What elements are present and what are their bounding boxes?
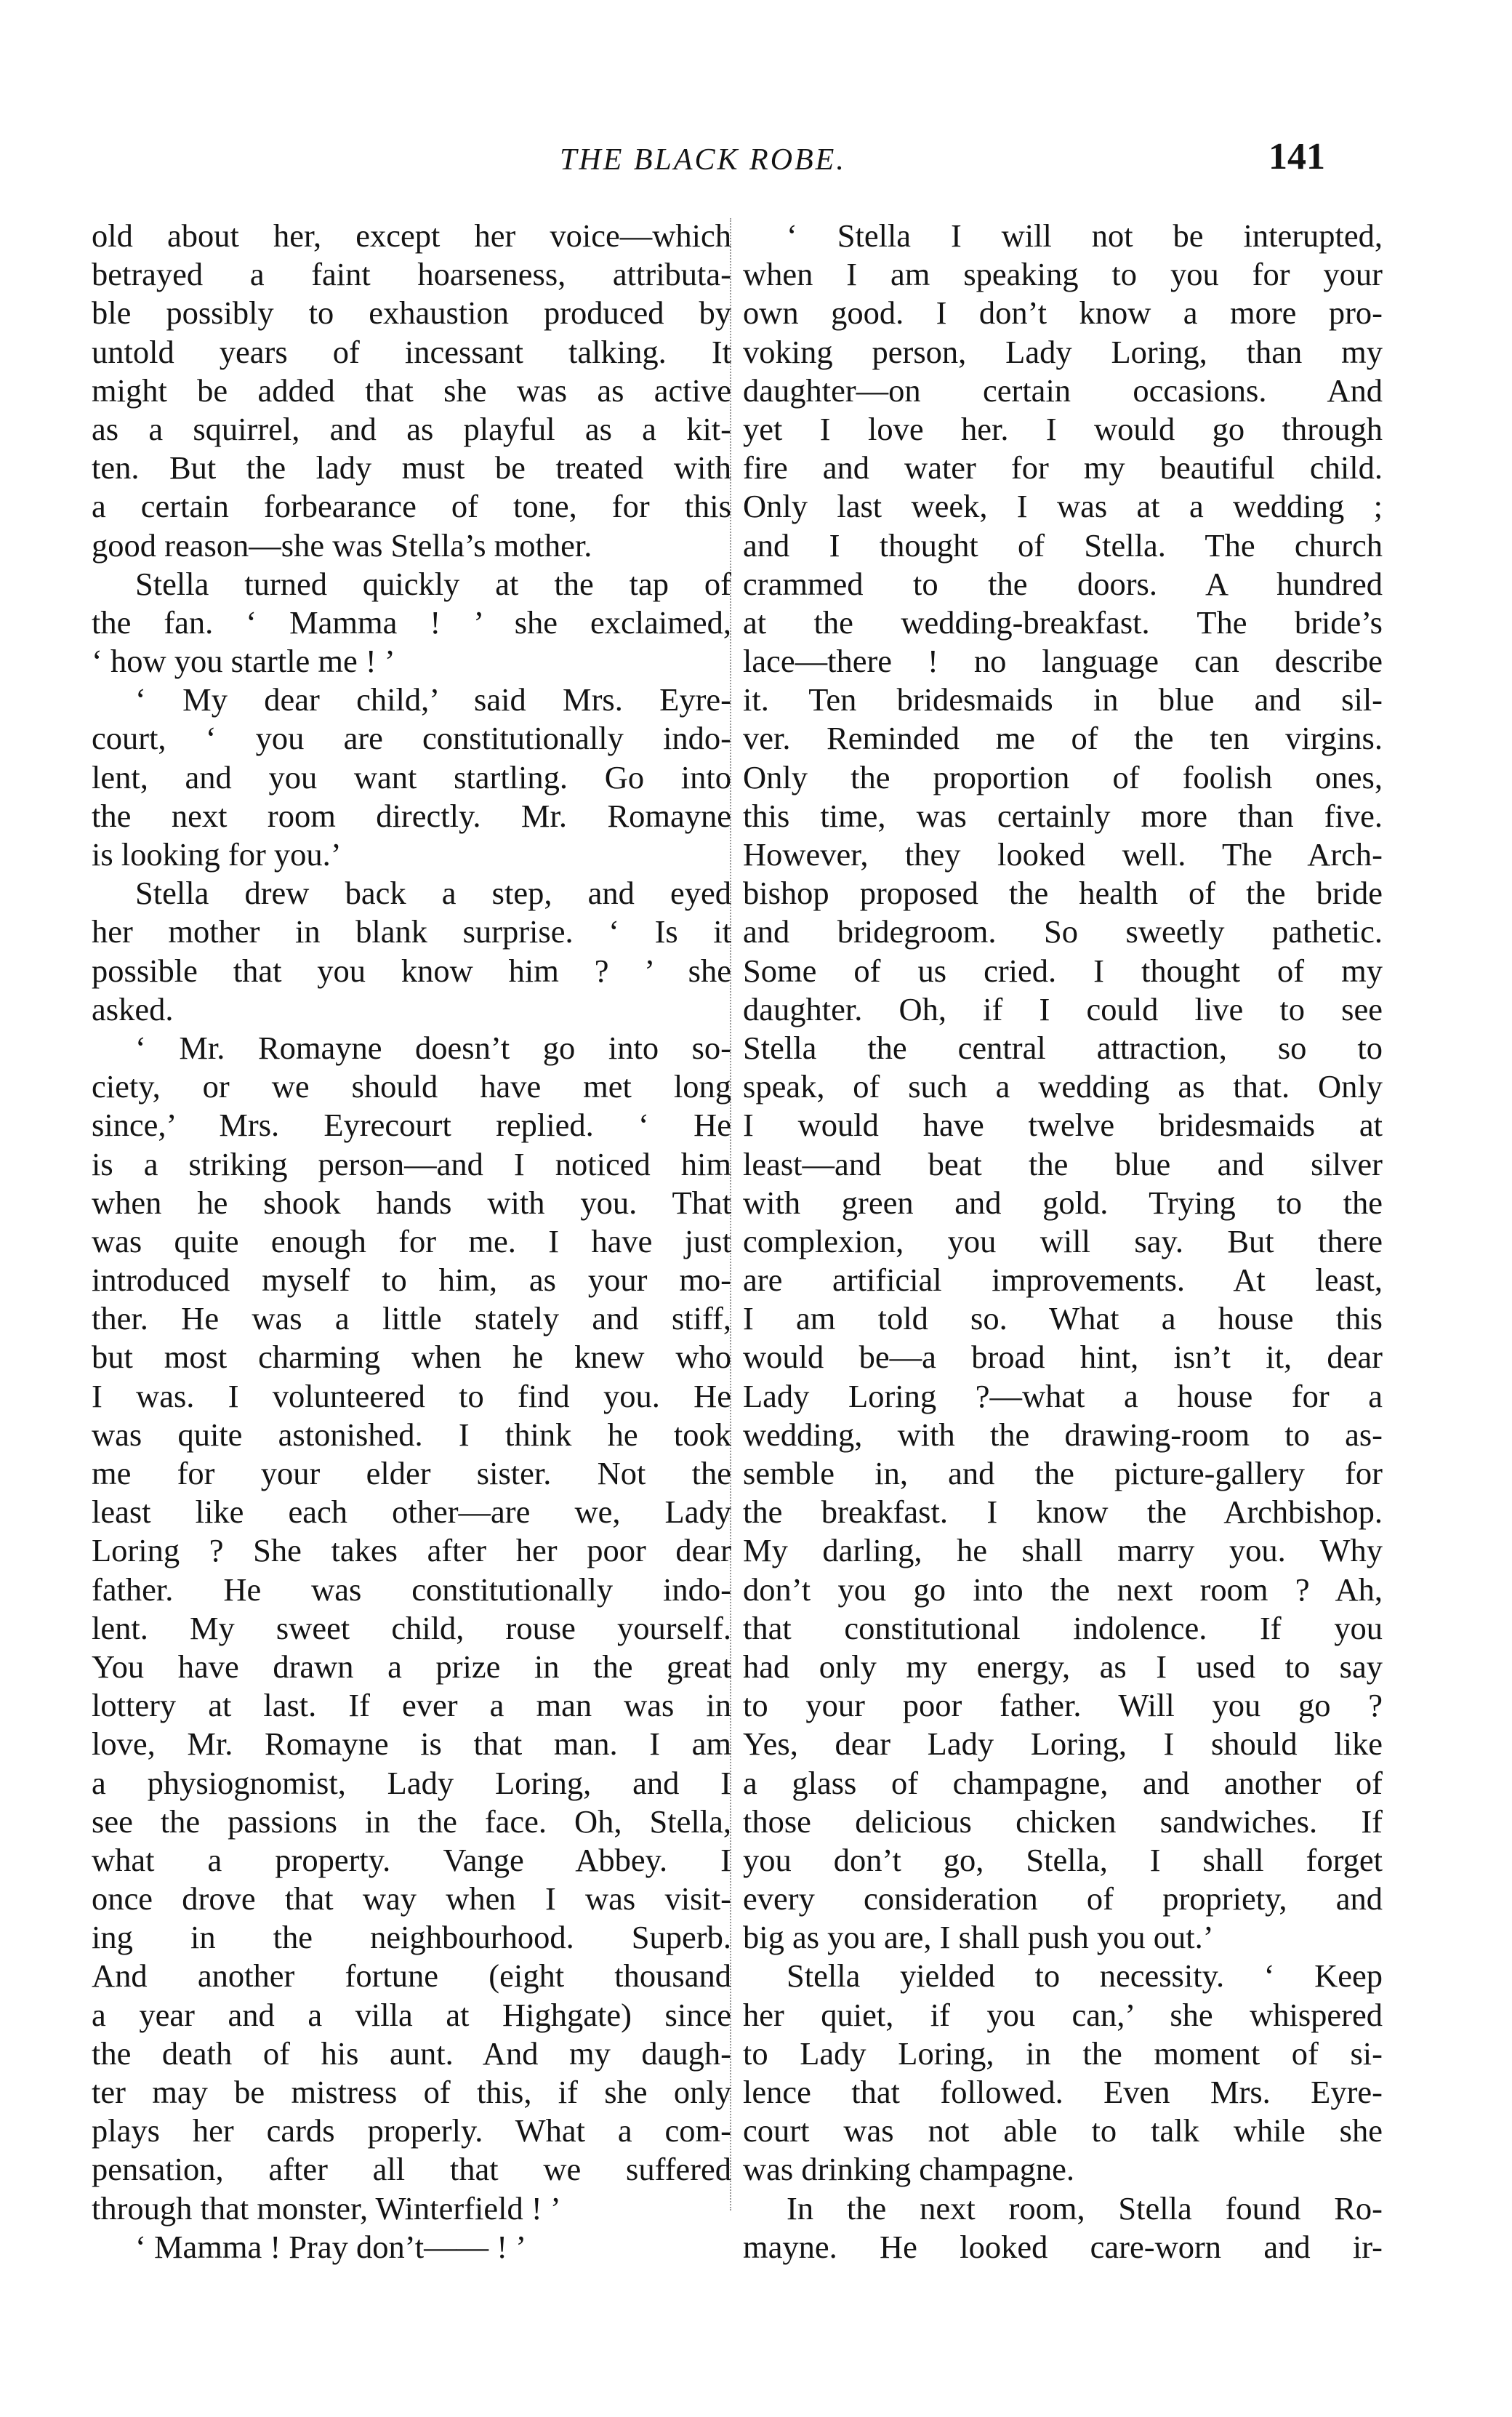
text-line: lent. My sweet child, rouse yourself. xyxy=(92,1609,731,1646)
text-line: her mother in blank surprise. ‘ Is it xyxy=(92,913,731,950)
text-line: me for your elder sister. Not the xyxy=(92,1455,731,1491)
text-line: mayne. He looked care-worn and ir- xyxy=(743,2228,1383,2265)
text-line: through that monster, Winterfield ! ’ xyxy=(92,2189,561,2226)
text-line: fire and water for my beautiful child. xyxy=(743,449,1383,486)
text-line: ther. He was a little stately and stiff, xyxy=(92,1300,731,1337)
text-line: as a squirrel, and as playful as a kit- xyxy=(92,410,731,447)
text-line: a glass of champagne, and another of xyxy=(743,1764,1383,1801)
text-line: a physiognomist, Lady Loring, and I xyxy=(92,1764,731,1801)
text-line: a certain forbearance of tone, for this xyxy=(92,488,731,525)
text-line: and bridegroom. So sweetly pathetic. xyxy=(743,913,1383,950)
text-line: ‘ Stella I will not be interupted, xyxy=(787,217,1383,254)
text-line: ter may be mistress of this, if she only xyxy=(92,2074,731,2110)
text-line: don’t you go into the next room ? Ah, xyxy=(743,1571,1383,1608)
text-line: Yes, dear Lady Loring, I should like xyxy=(743,1725,1383,1763)
text-line: Loring ? She takes after her poor dear xyxy=(92,1532,731,1569)
text-line: ver. Reminded me of the ten virgins. xyxy=(743,720,1383,757)
text-line: court was not able to talk while she xyxy=(743,2112,1383,2149)
text-line: introduced myself to him, as your mo- xyxy=(92,1262,731,1299)
text-line: Stella the central attraction, so to xyxy=(743,1029,1383,1066)
text-line: those delicious chicken sandwiches. If xyxy=(743,1803,1383,1840)
text-line: the death of his aunt. And my daugh- xyxy=(92,2035,731,2072)
text-line: it. Ten bridesmaids in blue and sil- xyxy=(743,681,1383,718)
text-line: Some of us cried. I thought of my xyxy=(743,952,1383,989)
text-line: good reason—she was Stella’s mother. xyxy=(92,526,592,564)
text-line: plays her cards properly. What a com- xyxy=(92,2112,731,2149)
text-line: own good. I don’t know a more pro- xyxy=(743,294,1383,332)
text-line: In the next room, Stella found Ro- xyxy=(787,2189,1383,2226)
text-line: daughter. Oh, if I could live to see xyxy=(743,990,1383,1027)
text-line: might be added that she was as active xyxy=(92,372,731,409)
text-line: you don’t go, Stella, I shall forget xyxy=(743,1841,1383,1878)
text-line: ciety, or we should have met long xyxy=(92,1068,731,1105)
text-line: semble in, and the picture-gallery for xyxy=(743,1455,1383,1491)
text-line: had only my energy, as I used to say xyxy=(743,1648,1383,1685)
text-line: yet I love her. I would go through xyxy=(743,410,1383,447)
text-line: Stella turned quickly at the tap of xyxy=(135,565,731,602)
text-line: this time, was certainly more than five. xyxy=(743,797,1383,834)
text-line: voking person, Lady Loring, than my xyxy=(743,333,1383,370)
text-line: at the wedding-breakfast. The bride’s xyxy=(743,604,1383,641)
text-line: crammed to the doors. A hundred xyxy=(743,565,1383,602)
text-line: untold years of incessant talking. It xyxy=(92,333,731,370)
text-line: Only the proportion of foolish ones, xyxy=(743,758,1383,795)
text-line: I would have twelve bridesmaids at xyxy=(743,1107,1383,1144)
text-line: I was. I volunteered to find you. He xyxy=(92,1377,731,1414)
page-number: 141 xyxy=(1268,136,1325,177)
text-line: was quite enough for me. I have just xyxy=(92,1222,731,1259)
text-line: possible that you know him ? ’ she xyxy=(92,952,731,989)
text-line: would be—a broad hint, isn’t it, dear xyxy=(743,1339,1383,1376)
text-line: asked. xyxy=(92,990,174,1027)
text-line: was quite astonished. I think he took xyxy=(92,1416,731,1453)
text-line: what a property. Vange Abbey. I xyxy=(92,1841,731,1878)
text-line: old about her, except her voice—which xyxy=(92,217,731,254)
text-line: pensation, after all that we suffered xyxy=(92,2151,731,2188)
text-line: I am told so. What a house this xyxy=(743,1300,1383,1337)
text-line: lottery at last. If ever a man was in xyxy=(92,1687,731,1724)
text-line: the next room directly. Mr. Romayne xyxy=(92,797,731,834)
text-line: And another fortune (eight thousand xyxy=(92,1957,731,1995)
text-line: ing in the neighbourhood. Superb. xyxy=(92,1919,731,1956)
text-line: daughter—on certain occasions. And xyxy=(743,372,1383,409)
text-line: However, they looked well. The Arch- xyxy=(743,836,1383,873)
text-line: love, Mr. Romayne is that man. I am xyxy=(92,1725,731,1763)
text-line: is looking for you.’ xyxy=(92,836,342,873)
text-line: You have drawn a prize in the great xyxy=(92,1648,731,1685)
text-line: the fan. ‘ Mamma ! ’ she exclaimed, xyxy=(92,604,731,641)
text-line: that constitutional indolence. If you xyxy=(743,1609,1383,1646)
text-line: court, ‘ you are constitutionally indo- xyxy=(92,720,731,757)
text-line: My darling, he shall marry you. Why xyxy=(743,1532,1383,1569)
text-line: least—and beat the blue and silver xyxy=(743,1145,1383,1182)
right-column xyxy=(743,217,1383,2266)
text-line: ten. But the lady must be treated with xyxy=(92,449,731,486)
text-line: once drove that way when I was visit- xyxy=(92,1880,731,1917)
text-line: ‘ how you startle me ! ’ xyxy=(92,643,395,680)
text-line: betrayed a faint hoarseness, attributa- xyxy=(92,256,731,293)
text-line: lence that followed. Even Mrs. Eyre- xyxy=(743,2074,1383,2110)
running-title: THE BLACK ROBE. xyxy=(560,143,846,177)
text-line: to Lady Loring, in the moment of si- xyxy=(743,2035,1383,2072)
text-line: Stella drew back a step, and eyed xyxy=(135,875,731,912)
text-line: but most charming when he knew who xyxy=(92,1339,731,1376)
text-line: bishop proposed the health of the bride xyxy=(743,875,1383,912)
text-line: are artificial improvements. At least, xyxy=(743,1262,1383,1299)
page-header xyxy=(0,135,1512,193)
text-line: Lady Loring ?—what a house for a xyxy=(743,1377,1383,1414)
text-line: with green and gold. Trying to the xyxy=(743,1184,1383,1221)
text-line: big as you are, I shall push you out.’ xyxy=(743,1919,1214,1956)
text-line: when he shook hands with you. That xyxy=(92,1184,731,1221)
text-line: wedding, with the drawing-room to as- xyxy=(743,1416,1383,1453)
text-line: was drinking champagne. xyxy=(743,2151,1074,2188)
text-line: least like each other—are we, Lady xyxy=(92,1494,731,1531)
text-line: father. He was constitutionally indo- xyxy=(92,1571,731,1608)
text-line: Only last week, I was at a wedding ; xyxy=(743,488,1383,525)
text-line: the breakfast. I know the Archbishop. xyxy=(743,1494,1383,1531)
text-line: complexion, you will say. But there xyxy=(743,1222,1383,1259)
text-line: lace—there ! no language can describe xyxy=(743,643,1383,680)
text-line: to your poor father. Will you go ? xyxy=(743,1687,1383,1724)
text-line: ble possibly to exhaustion produced by xyxy=(92,294,731,332)
text-line: Stella yielded to necessity. ‘ Keep xyxy=(787,1957,1383,1995)
text-line: her quiet, if you can,’ she whispered xyxy=(743,1996,1383,2033)
text-line: and I thought of Stella. The church xyxy=(743,526,1383,564)
text-line: ‘ Mamma ! Pray don’t—— ! ’ xyxy=(135,2228,527,2265)
text-line: since,’ Mrs. Eyrecourt replied. ‘ He xyxy=(92,1107,731,1144)
text-line: speak, of such a wedding as that. Only xyxy=(743,1068,1383,1105)
text-line: ‘ My dear child,’ said Mrs. Eyre- xyxy=(135,681,731,718)
text-line: see the passions in the face. Oh, Stella, xyxy=(92,1803,731,1840)
left-column xyxy=(92,217,731,2266)
text-line: every consideration of propriety, and xyxy=(743,1880,1383,1917)
text-line: a year and a villa at Highgate) since xyxy=(92,1996,731,2033)
text-line: when I am speaking to you for your xyxy=(743,256,1383,293)
text-line: ‘ Mr. Romayne doesn’t go into so- xyxy=(135,1029,731,1066)
text-line: lent, and you want startling. Go into xyxy=(92,758,731,795)
text-line: is a striking person—and I noticed him xyxy=(92,1145,731,1182)
